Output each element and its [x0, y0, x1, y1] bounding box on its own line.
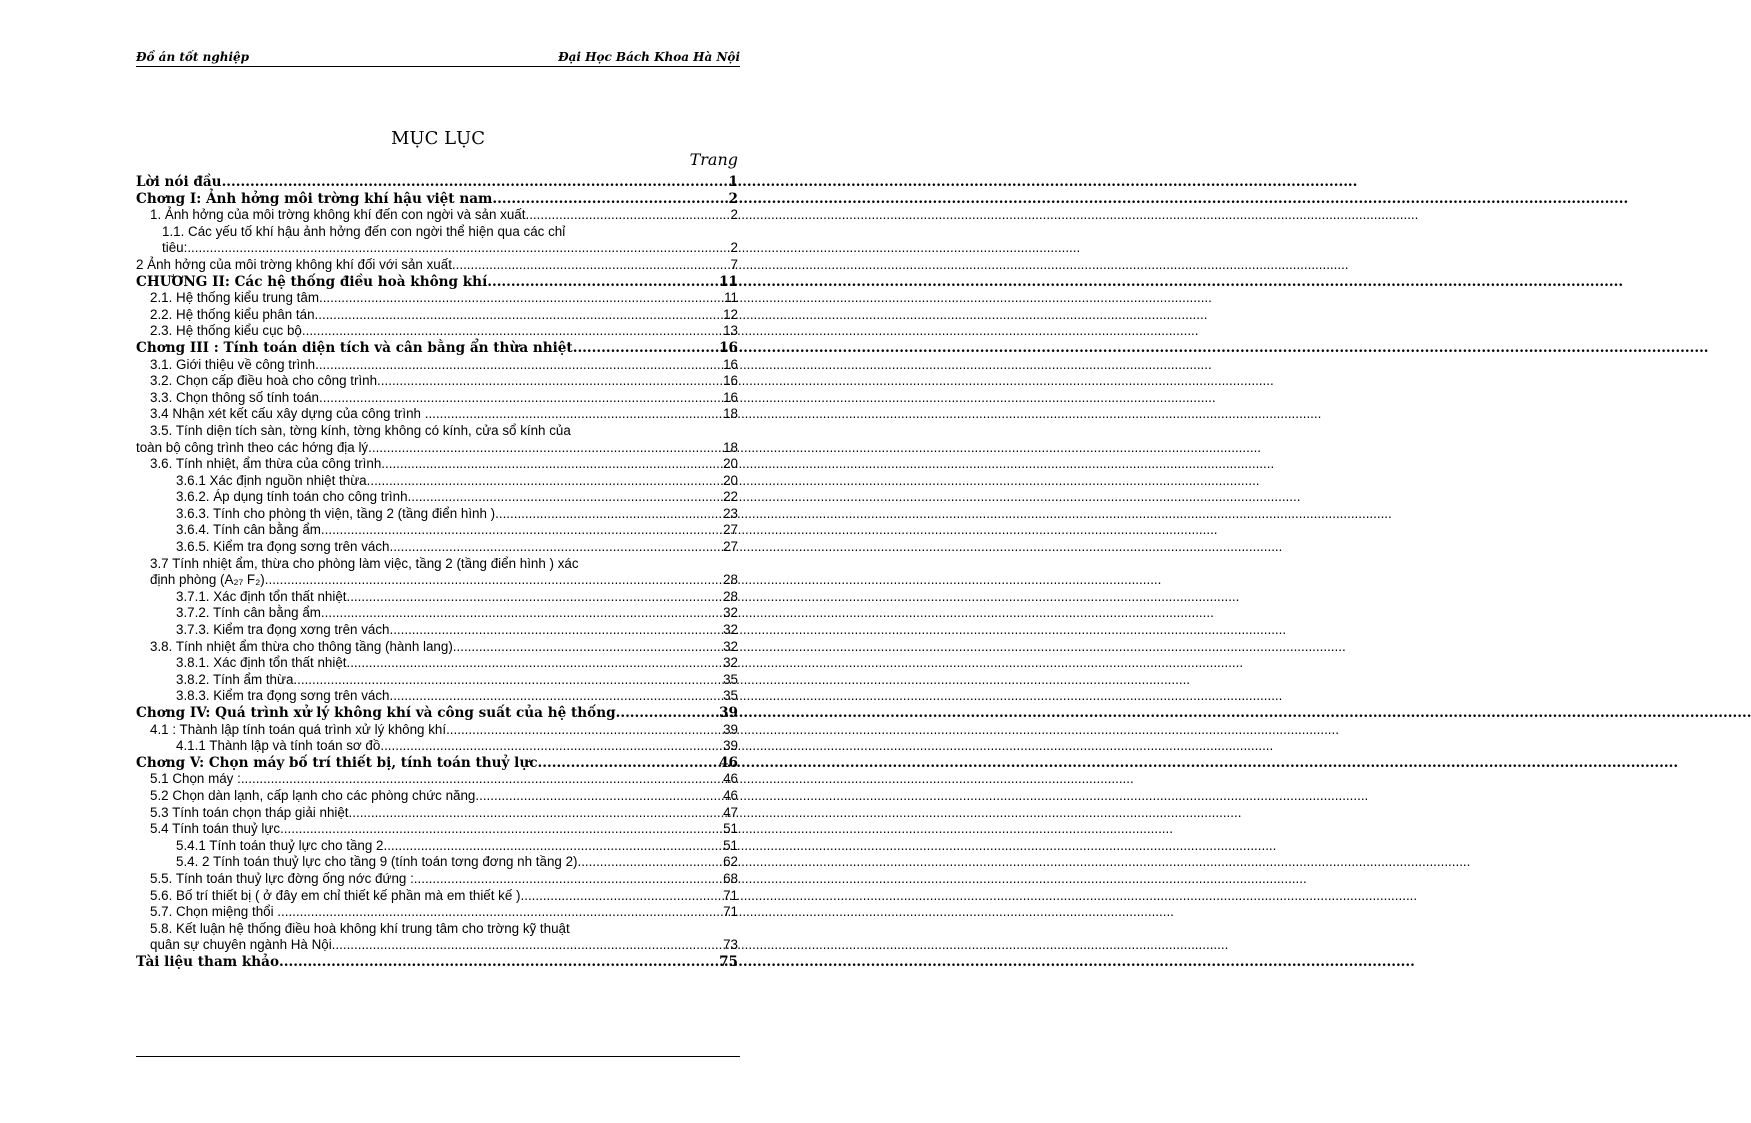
toc-entry[interactable]: Chơng V: Chọn máy bố trí thiết bị, tính toán thuỷ lực. ..... 46: [136, 755, 738, 772]
toc-entry[interactable]: 3.7.2. Tính cân bằng ẩm ..... 32: [136, 605, 738, 622]
toc-entry[interactable]: 3.7.1. Xác định tổn thất nhiệt ..... 28: [136, 589, 738, 606]
table-of-contents: [136, 174, 738, 971]
toc-entry[interactable]: 5.7. Chọn miệng thổi . ..... 71: [136, 904, 738, 921]
toc-entry[interactable]: Chơng III : Tính toán diện tích và cân bằng ẩn thừa nhiệt ..... 16: [136, 340, 738, 357]
toc-entry[interactable]: 5.4.1 Tính toán thuỷ lực cho tầng 2 ..... 51: [136, 838, 738, 855]
footer-divider: [136, 1056, 740, 1057]
toc-entry[interactable]: 3.2. Chọn cấp điều hoà cho công trình. ..... 16: [136, 373, 738, 390]
toc-entry[interactable]: Lời nói đầu ..... 1: [136, 174, 738, 191]
toc-entry[interactable]: 5.3 Tính toán chọn tháp giải nhiệt ..... 47: [136, 805, 738, 822]
toc-entry[interactable]: CHƯƠNG II: Các hệ thống điều hoà không khí ..... 11: [136, 274, 738, 291]
toc-entry[interactable]: 3.6. Tính nhiệt, ẩm thừa của công trình ..... 20: [136, 456, 738, 473]
toc-entry[interactable]: 4.1.1 Thành lập và tính toán sơ đồ ..... 39: [136, 738, 738, 755]
toc-entry[interactable]: 2.2. Hệ thống kiểu phân tán ..... 12: [136, 307, 738, 324]
header-right-text: Đại Học Bách Khoa Hà Nội: [558, 50, 740, 64]
page-column-label: Trang: [689, 150, 738, 169]
toc-entry[interactable]: 3.8.3. Kiểm tra đọng sơng trên vách ..... 35: [136, 688, 738, 705]
header-divider: [136, 66, 740, 67]
toc-entry[interactable]: quân sự chuyên ngành Hà Nội. ..... 73: [136, 937, 738, 954]
toc-entry[interactable]: 4.1 : Thành lập tính toán quá trình xử lý không khí ..... 39: [136, 722, 738, 739]
header-left-text: Đồ án tốt nghiệp: [136, 50, 250, 64]
page-title: MỤC LỤC: [391, 128, 485, 149]
toc-entry[interactable]: 5.2 Chọn dàn lạnh, cấp lạnh cho các phòng chức năng ..... 46: [136, 788, 738, 805]
toc-entry[interactable]: 3.8.1. Xác định tổn thất nhiệt. ..... 32: [136, 655, 738, 672]
toc-entry[interactable]: 3.6.2. Áp dụng tính toán cho công trình ..... 22: [136, 489, 738, 506]
toc-entry[interactable]: 1. Ảnh hởng của môi trờng không khí đến con ngời và sản xuất ..... 2: [136, 207, 738, 224]
toc-entry[interactable]: 5.1 Chọn máy : ..... 46: [136, 771, 738, 788]
toc-entry[interactable]: Chơng IV: Quá trình xử lý không khí và công suất của hệ thống ..... 39: [136, 705, 738, 722]
toc-entry[interactable]: 2.1. Hệ thống kiểu trung tâm ..... 11: [136, 290, 738, 307]
toc-entry[interactable]: 5.6. Bố trí thiết bị ( ở đây em chỉ thiết kế phần mà em thiết kế ). ..... 71: [136, 888, 738, 905]
toc-entry[interactable]: tiêu: ..... 2: [136, 240, 738, 257]
toc-entry[interactable]: 3.6.1 Xác định nguồn nhiệt thừa ..... 20: [136, 473, 738, 490]
toc-entry[interactable]: Chơng I: Ảnh hởng môi trờng khí hậu việt nam ..... 2: [136, 191, 738, 208]
toc-entry[interactable]: 3.1. Giới thiệu về công trình. ..... 16: [136, 357, 738, 374]
toc-entry[interactable]: 3.6.4. Tính cân bằng ẩm. ..... 27: [136, 522, 738, 539]
toc-entry[interactable]: 2 Ảnh hởng của môi trờng không khí đối với sản xuất. ..... 7: [136, 257, 738, 274]
toc-entry-line1: 3.5. Tính diện tích sàn, tờng kính, tờng không có kính, cửa sổ kính của: [150, 422, 571, 438]
toc-entry[interactable]: Tài liệu tham khảo ..... 75: [136, 954, 738, 971]
toc-entry[interactable]: 3.6.3. Tính cho phòng th viện, tầng 2 (tầng điển hình ). ..... 23: [136, 506, 738, 523]
toc-entry[interactable]: 3.4 Nhận xét kết cấu xây dựng của công trình . ..... 18: [136, 406, 738, 423]
toc-entry[interactable]: 2.3. Hệ thống kiểu cục bộ. ..... 13: [136, 323, 738, 340]
toc-entry-line1: 1.1. Các yếu tố khí hậu ảnh hởng đến con ngời thể hiện qua các chỉ: [162, 223, 566, 239]
toc-entry[interactable]: định phòng (A₂₇ F₂). ..... 28: [136, 572, 738, 589]
toc-entry[interactable]: 3.6.5. Kiểm tra đọng sơng trên vách ..... 27: [136, 539, 738, 556]
toc-entry[interactable]: 5.4 Tính toán thuỷ lực ..... 51: [136, 821, 738, 838]
toc-entry[interactable]: 3.8.2. Tính ẩm thừa. ..... 35: [136, 672, 738, 689]
toc-entry[interactable]: 5.5. Tính toán thuỷ lực đờng ống nớc đứng : ..... 68: [136, 871, 738, 888]
toc-entry-line1: 5.8. Kết luận hệ thống điều hoà không khí trung tâm cho trờng kỹ thuật: [150, 920, 570, 936]
toc-entry[interactable]: 3.8. Tính nhiệt ẩm thừa cho thông tầng (hành lang) ..... 32: [136, 639, 738, 656]
toc-entry[interactable]: 5.4. 2 Tính toán thuỷ lực cho tầng 9 (tính toán tơng đơng nh tầng 2) ..... 62: [136, 854, 738, 871]
toc-entry[interactable]: toàn bộ công trình theo các hớng địa lý ..... 18: [136, 440, 738, 457]
toc-entry[interactable]: 3.3. Chọn thông số tính toán. ..... 16: [136, 390, 738, 407]
toc-entry-line1: 3.7 Tính nhiệt ẩm, thừa cho phòng làm việc, tầng 2 (tầng điển hình ) xác: [150, 555, 579, 571]
toc-entry[interactable]: 3.7.3. Kiểm tra đọng xơng trên vách. ..... 32: [136, 622, 738, 639]
